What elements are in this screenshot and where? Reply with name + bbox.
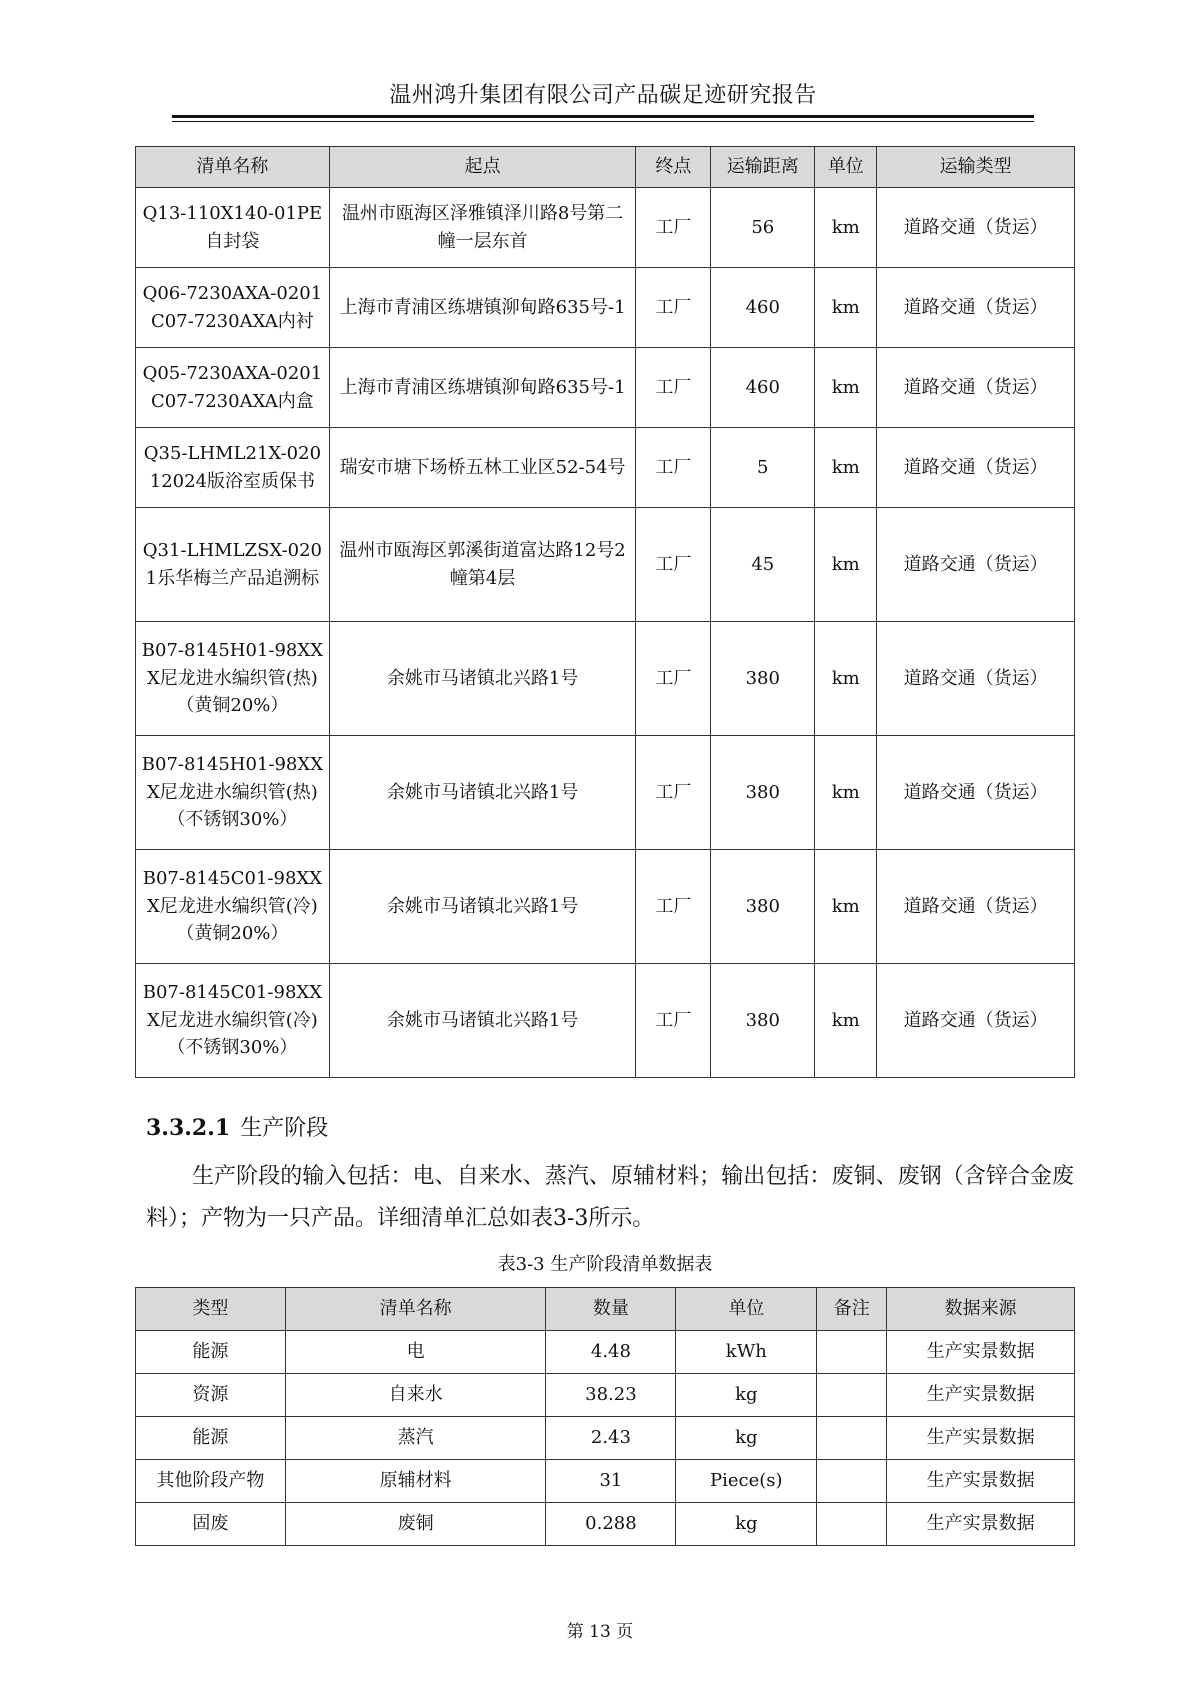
source-cell: 生产实景数据 [887, 1417, 1075, 1460]
quantity-cell: 4.48 [546, 1331, 676, 1374]
quantity-cell: 2.43 [546, 1417, 676, 1460]
quantity-cell: 31 [546, 1460, 676, 1503]
column-header: 运输距离 [711, 147, 815, 188]
header-rule-thin [172, 121, 1034, 122]
type-cell: 资源 [136, 1374, 286, 1417]
distance-cell: 460 [711, 348, 815, 428]
table-row [136, 508, 1075, 622]
section-number: 3.3.2.1 [146, 1115, 231, 1141]
source-cell: 生产实景数据 [887, 1503, 1075, 1546]
transport-type-cell: 道路交通（货运） [877, 348, 1075, 428]
distance-cell: 56 [711, 188, 815, 268]
item-name-cell: B07-8145C01-98XXX尼龙进水编织管(冷)（黄铜20%） [136, 850, 330, 964]
column-header: 运输类型 [877, 147, 1075, 188]
item-name-cell: Q13-110X140-01PE自封袋 [136, 188, 330, 268]
page-number: 第 13 页 [566, 1622, 634, 1642]
remark-cell [817, 1503, 887, 1546]
unit-cell: kg [676, 1417, 817, 1460]
destination-cell: 工厂 [636, 508, 711, 622]
quantity-cell: 0.288 [546, 1503, 676, 1546]
item-name-cell: Q05-7230AXA-0201C07-7230AXA内盒 [136, 348, 330, 428]
item-name-cell: 蒸汽 [285, 1417, 546, 1460]
origin-cell: 瑞安市塘下场桥五林工业区52-54号 [329, 428, 636, 508]
table-header-row [136, 1288, 1075, 1331]
origin-cell: 上海市青浦区练塘镇泖甸路635号-1 [329, 348, 636, 428]
destination-cell: 工厂 [636, 188, 711, 268]
table-row [136, 188, 1075, 268]
origin-cell: 温州市瓯海区郭溪街道富达路12号2幢第4层 [329, 508, 636, 622]
transport-type-cell: 道路交通（货运） [877, 736, 1075, 850]
table-row [136, 1503, 1075, 1546]
transport-table [135, 146, 1075, 1078]
transport-type-cell: 道路交通（货运） [877, 622, 1075, 736]
distance-cell: 45 [711, 508, 815, 622]
column-header: 数量 [546, 1288, 676, 1331]
unit-cell: km [815, 268, 877, 348]
unit-cell: Piece(s) [676, 1460, 817, 1503]
column-header: 清单名称 [285, 1288, 546, 1331]
page-header-title: 温州鸿升集团有限公司产品碳足迹研究报告 [389, 83, 817, 108]
remark-cell [817, 1460, 887, 1503]
type-cell: 其他阶段产物 [136, 1460, 286, 1503]
column-header: 起点 [329, 147, 636, 188]
transport-type-cell: 道路交通（货运） [877, 428, 1075, 508]
table-row [136, 1374, 1075, 1417]
remark-cell [817, 1417, 887, 1460]
destination-cell: 工厂 [636, 428, 711, 508]
unit-cell: km [815, 508, 877, 622]
column-header: 数据来源 [887, 1288, 1075, 1331]
section-title: 生产阶段 [240, 1116, 329, 1141]
source-cell: 生产实景数据 [887, 1460, 1075, 1503]
origin-cell: 余姚市马诸镇北兴路1号 [329, 736, 636, 850]
destination-cell: 工厂 [636, 348, 711, 428]
distance-cell: 380 [711, 850, 815, 964]
table-row [136, 1417, 1075, 1460]
source-cell: 生产实景数据 [887, 1374, 1075, 1417]
origin-cell: 温州市瓯海区泽雅镇泽川路8号第二幢一层东首 [329, 188, 636, 268]
unit-cell: kWh [676, 1331, 817, 1374]
table-row [136, 268, 1075, 348]
table-row [136, 348, 1075, 428]
transport-type-cell: 道路交通（货运） [877, 188, 1075, 268]
section-heading [146, 1111, 328, 1142]
distance-cell: 5 [711, 428, 815, 508]
table-row [136, 1460, 1075, 1503]
unit-cell: kg [676, 1374, 817, 1417]
item-name-cell: 自来水 [285, 1374, 546, 1417]
distance-cell: 460 [711, 268, 815, 348]
transport-type-cell: 道路交通（货运） [877, 508, 1075, 622]
column-header: 终点 [636, 147, 711, 188]
type-cell: 能源 [136, 1331, 286, 1374]
transport-type-cell: 道路交通（货运） [877, 268, 1075, 348]
quantity-cell: 38.23 [546, 1374, 676, 1417]
production-table [135, 1287, 1075, 1546]
item-name-cell: 废铜 [285, 1503, 546, 1546]
item-name-cell: 原辅材料 [285, 1460, 546, 1503]
table-row [136, 428, 1075, 508]
item-name-cell: B07-8145H01-98XXX尼龙进水编织管(热)（不锈钢30%） [136, 736, 330, 850]
unit-cell: km [815, 428, 877, 508]
table-row [136, 622, 1075, 736]
column-header: 单位 [815, 147, 877, 188]
remark-cell [817, 1331, 887, 1374]
column-header: 清单名称 [136, 147, 330, 188]
source-cell: 生产实景数据 [887, 1331, 1075, 1374]
body-paragraph: 生产阶段的输入包括：电、自来水、蒸汽、原辅材料；输出包括：废铜、废钢（含锌合金废料）；产物为一只产品。详细清单汇总如表3-3所示。 [146, 1164, 1074, 1231]
item-name-cell: Q31-LHMLZSX-0201乐华梅兰产品追溯标 [136, 508, 330, 622]
origin-cell: 余姚市马诸镇北兴路1号 [329, 622, 636, 736]
column-header: 单位 [676, 1288, 817, 1331]
column-header: 备注 [817, 1288, 887, 1331]
table-header-row [136, 147, 1075, 188]
transport-type-cell: 道路交通（货运） [877, 850, 1075, 964]
type-cell: 固废 [136, 1503, 286, 1546]
origin-cell: 余姚市马诸镇北兴路1号 [329, 964, 636, 1078]
destination-cell: 工厂 [636, 964, 711, 1078]
type-cell: 能源 [136, 1417, 286, 1460]
unit-cell: kg [676, 1503, 817, 1546]
transport-type-cell: 道路交通（货运） [877, 964, 1075, 1078]
item-name-cell: Q06-7230AXA-0201C07-7230AXA内衬 [136, 268, 330, 348]
unit-cell: km [815, 188, 877, 268]
unit-cell: km [815, 348, 877, 428]
unit-cell: km [815, 964, 877, 1078]
destination-cell: 工厂 [636, 850, 711, 964]
header-rule [172, 115, 1034, 118]
unit-cell: km [815, 622, 877, 736]
origin-cell: 余姚市马诸镇北兴路1号 [329, 850, 636, 964]
item-name-cell: 电 [285, 1331, 546, 1374]
distance-cell: 380 [711, 736, 815, 850]
unit-cell: km [815, 850, 877, 964]
destination-cell: 工厂 [636, 622, 711, 736]
table-caption: 表3-3 生产阶段清单数据表 [497, 1254, 713, 1275]
column-header: 类型 [136, 1288, 286, 1331]
origin-cell: 上海市青浦区练塘镇泖甸路635号-1 [329, 268, 636, 348]
unit-cell: km [815, 736, 877, 850]
distance-cell: 380 [711, 964, 815, 1078]
table-row [136, 736, 1075, 850]
table-row [136, 964, 1075, 1078]
remark-cell [817, 1374, 887, 1417]
table-row [136, 1331, 1075, 1374]
distance-cell: 380 [711, 622, 815, 736]
item-name-cell: B07-8145C01-98XXX尼龙进水编织管(冷)（不锈钢30%） [136, 964, 330, 1078]
item-name-cell: Q35-LHML21X-02012024版浴室质保书 [136, 428, 330, 508]
destination-cell: 工厂 [636, 736, 711, 850]
table-row [136, 850, 1075, 964]
item-name-cell: B07-8145H01-98XXX尼龙进水编织管(热)（黄铜20%） [136, 622, 330, 736]
destination-cell: 工厂 [636, 268, 711, 348]
